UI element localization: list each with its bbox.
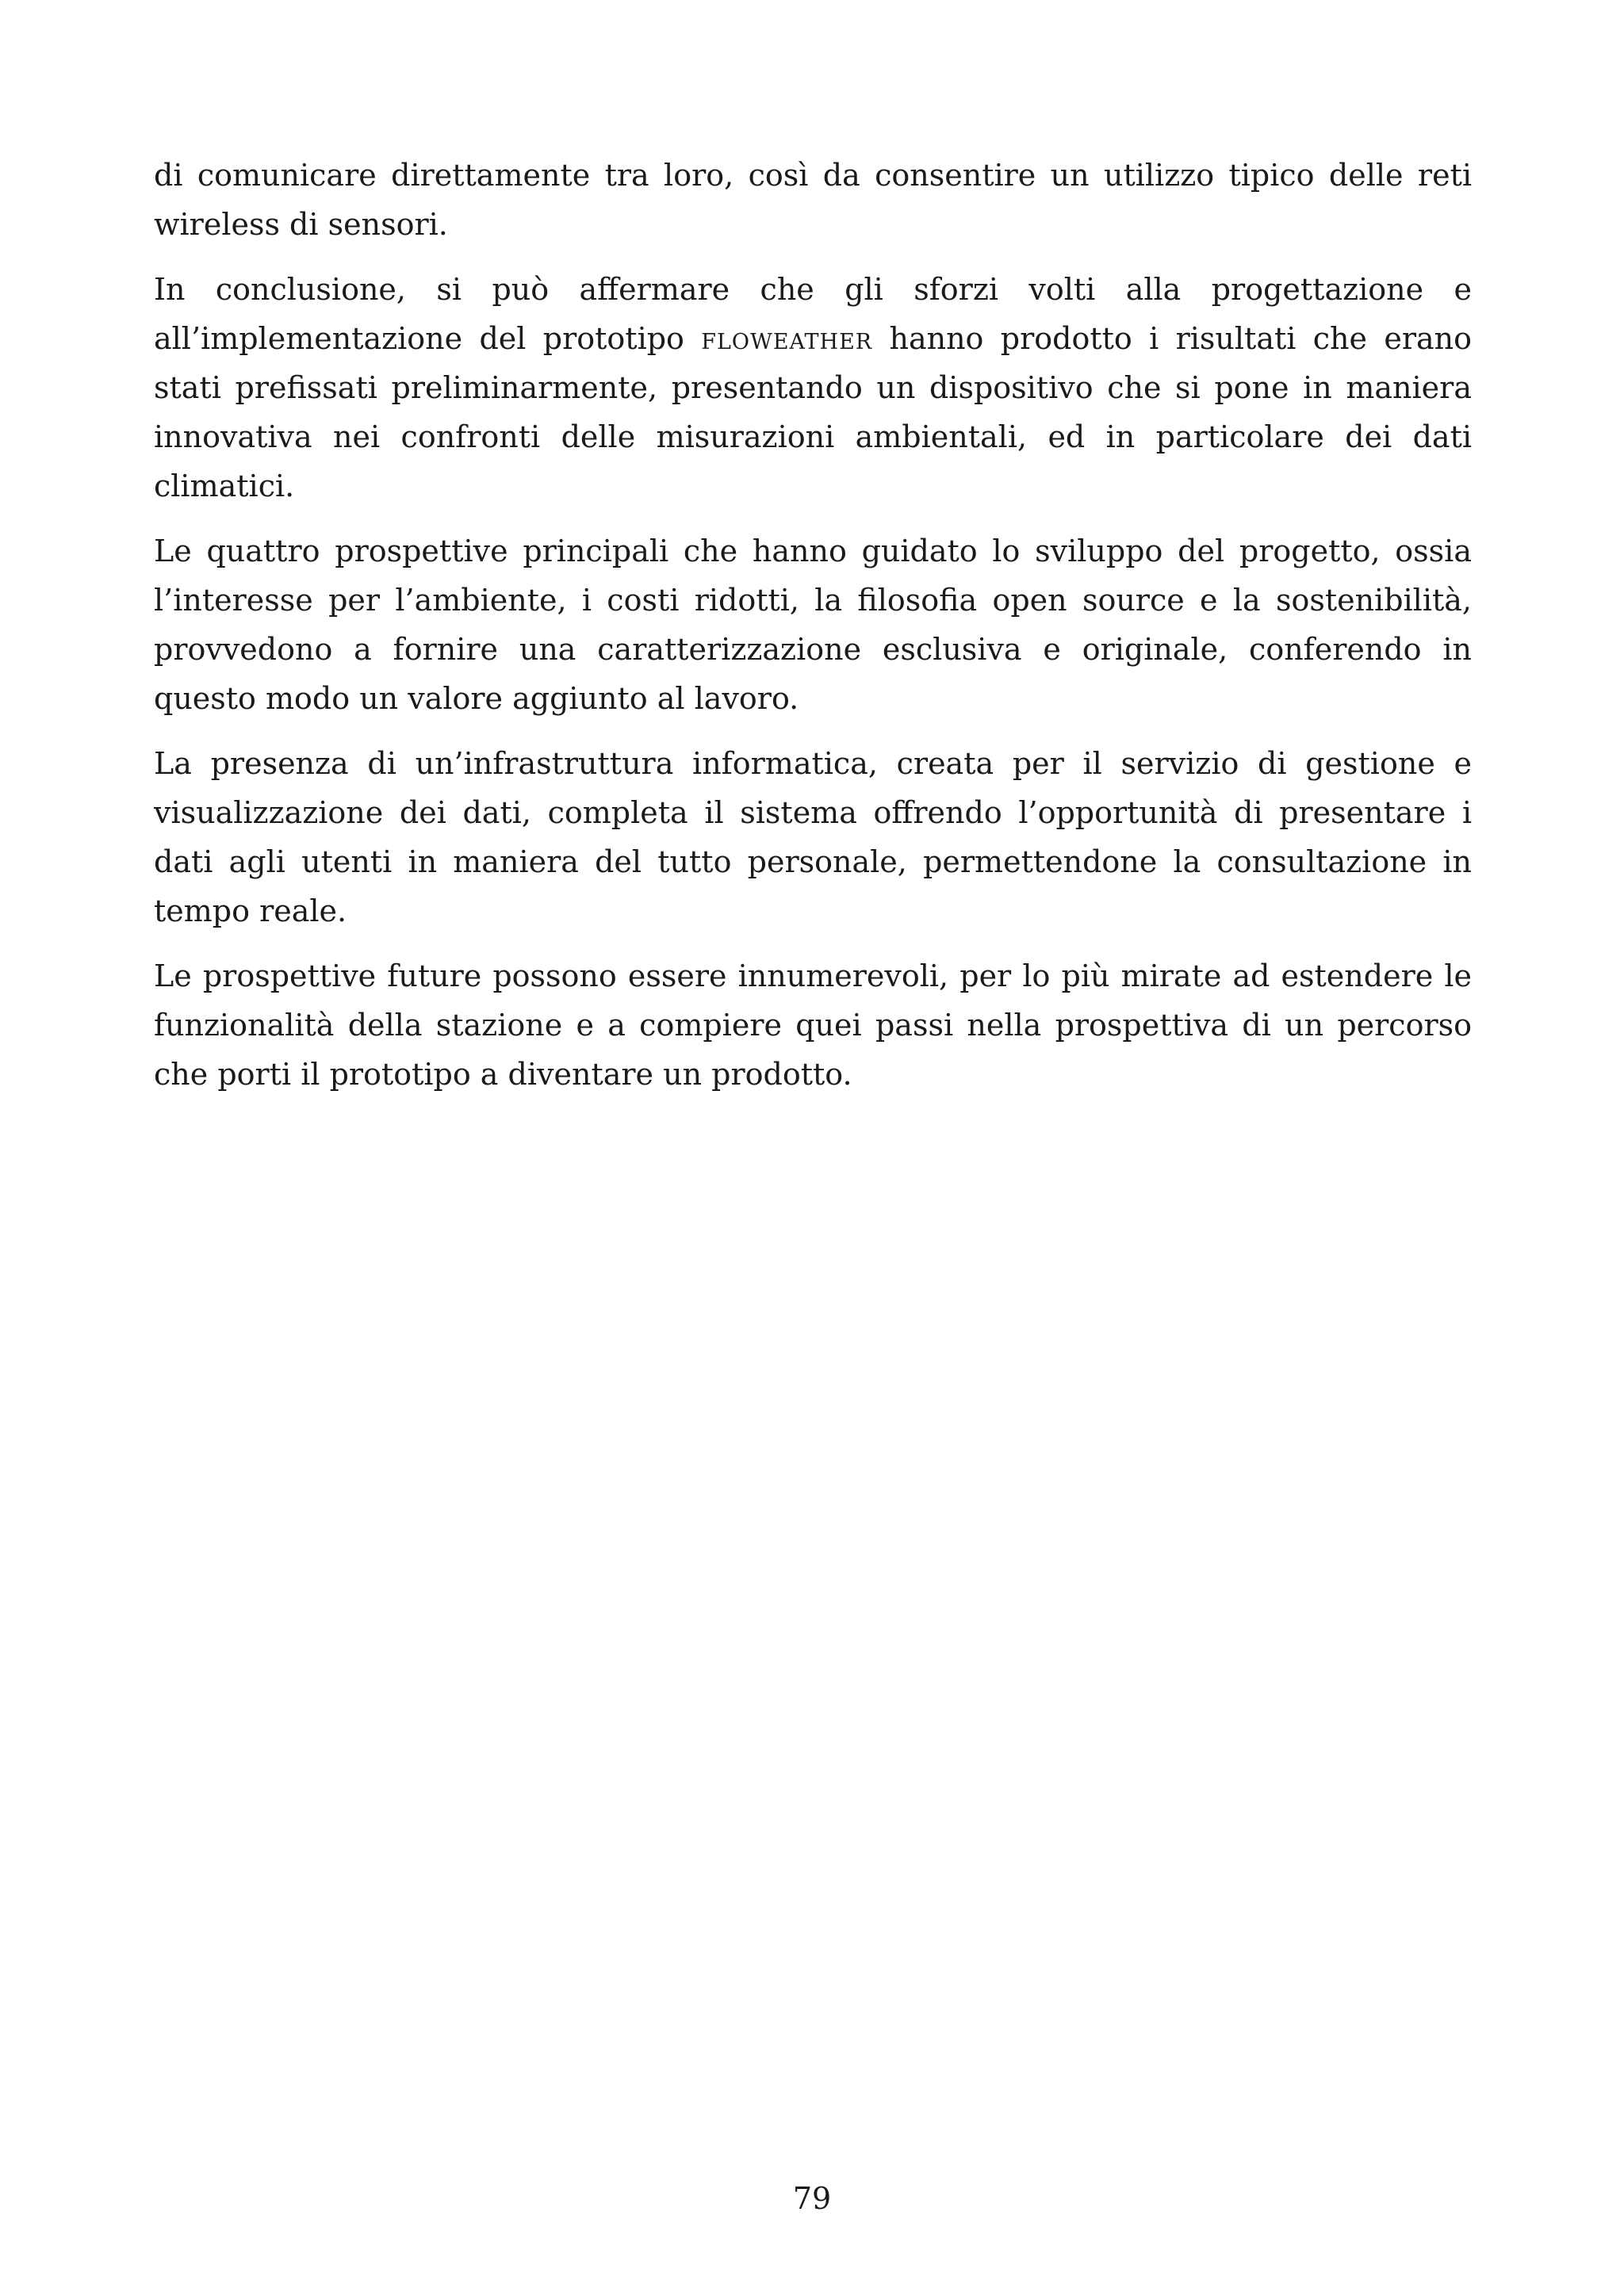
paragraph-2-part-2: hanno prodotto i risultati che erano stati prefissati preliminarmente, presentando un dispositivo che si pone in maniera innovativa nei confronti delle misurazioni ambientali, ed in particolare dei dati climatici. <box>154 321 1472 503</box>
paragraph-3: Le quattro prospettive principali che hanno guidato lo sviluppo del progetto, ossia l’interesse per l’ambiente, i costi ridotti, la filosofia open source e la sostenibilità, provvedono a fornire una caratterizzazione esclusiva e originale, conferendo in questo modo un valore aggiunto al lavoro. <box>154 534 1472 716</box>
paragraph-5: Le prospettive future possono essere innumerevoli, per lo più mirate ad estendere le funzionalità della stazione e a compiere quei passi nella prospettiva di un percorso che porti il prototipo a diventare un prodotto. <box>154 959 1472 1092</box>
product-name: floweather <box>701 321 873 356</box>
paragraph-4: La presenza di un’infrastruttura informatica, creata per il servizio di gestione e visualizzazione dei dati, completa il sistema offrendo l’opportunità di presentare i dati agli utenti in maniera del tutto personale, permettendone la consultazione in tempo reale. <box>154 746 1472 928</box>
paragraph-1: di comunicare direttamente tra loro, così da consentire un utilizzo tipico delle reti wireless di sensori. <box>154 158 1472 242</box>
page-number: 79 <box>792 2181 832 2216</box>
paragraph-2-part-1: In conclusione, si può affermare che gli sforzi volti alla progettazione e all’implementazione del prototipo <box>154 272 1472 356</box>
body-text <box>154 151 1472 1115</box>
paragraph-2 <box>154 265 1472 511</box>
